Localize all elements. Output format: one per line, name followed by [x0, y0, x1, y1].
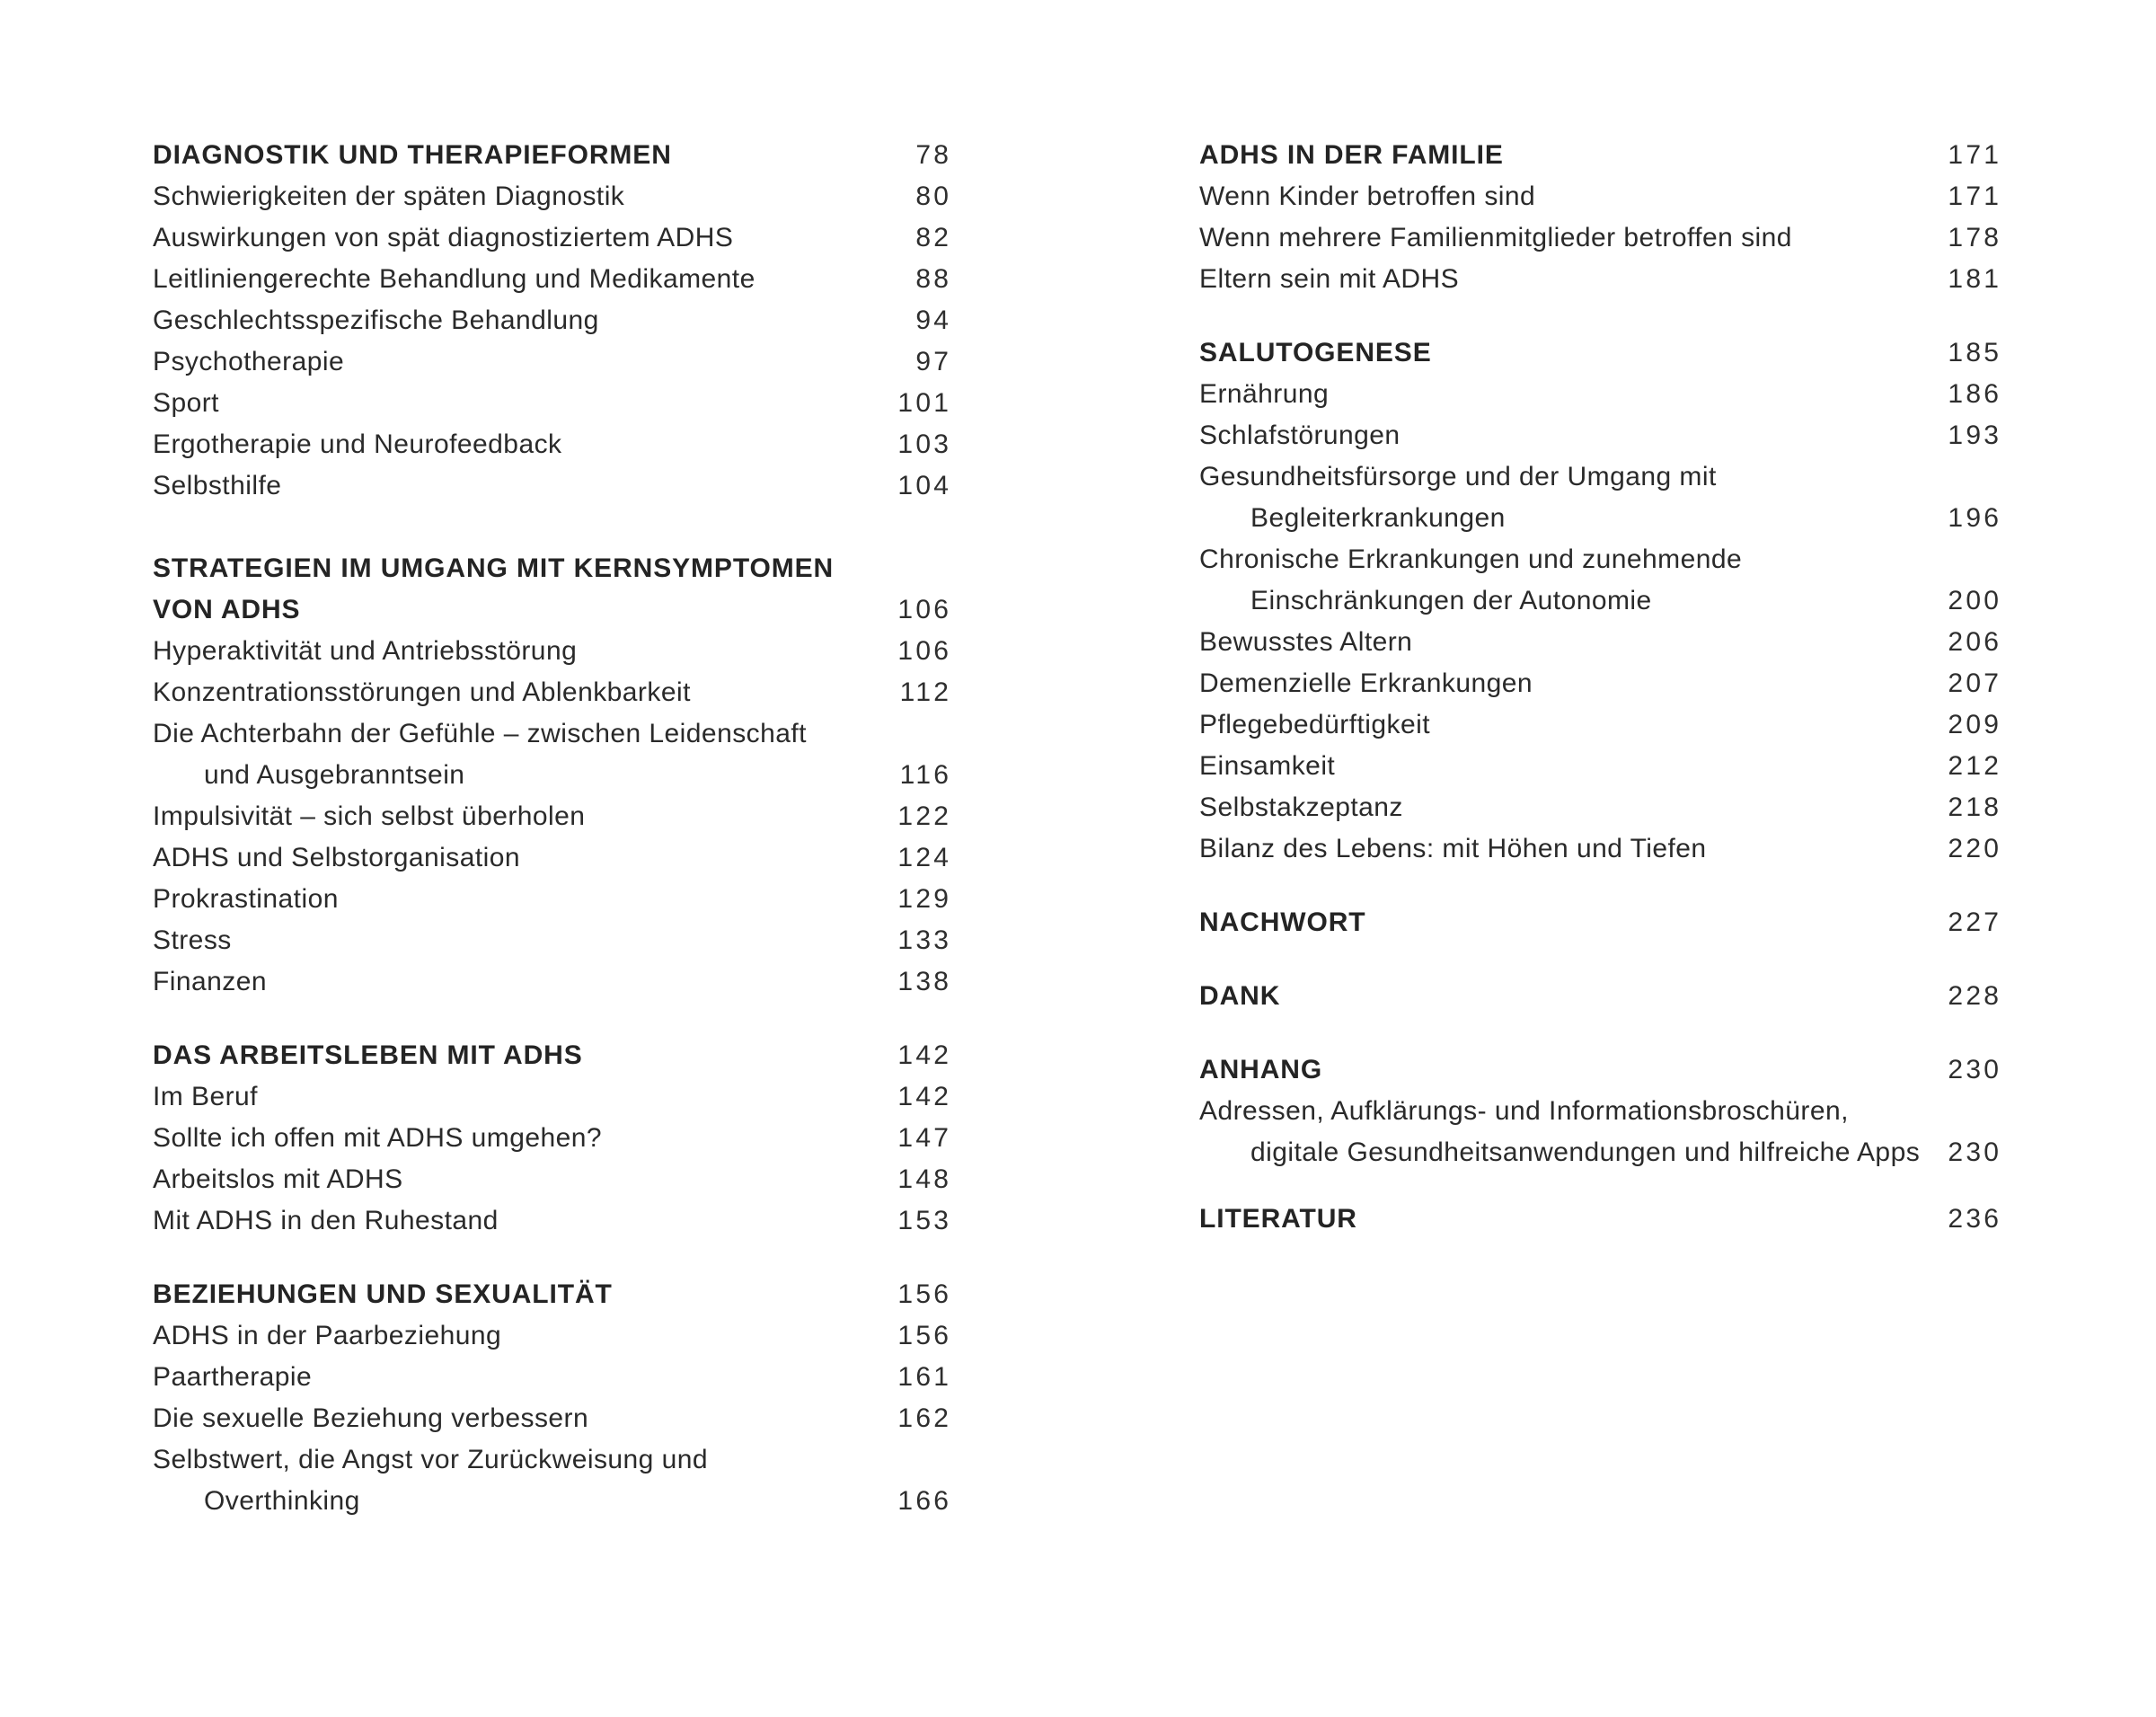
toc-page-number: 101: [897, 388, 952, 418]
toc-heading-title: ADHS IN DER FAMILIE: [1199, 140, 1504, 170]
toc-page-number: 193: [1948, 420, 2002, 450]
toc-entry-row: [153, 176, 952, 217]
toc-entry-row: [1199, 539, 1999, 580]
toc-page-number: 181: [1948, 264, 2002, 294]
toc-page-number: 138: [897, 967, 952, 996]
toc-heading-title: NACHWORT: [1199, 907, 1366, 937]
toc-page-number: 161: [897, 1362, 952, 1392]
toc-heading-row: [1199, 902, 2002, 943]
toc-page-number: 142: [897, 1040, 952, 1070]
toc-entry-title: Mit ADHS in den Ruhestand: [153, 1206, 499, 1235]
toc-page-number: 227: [1948, 907, 2002, 937]
toc-heading-row: [1199, 1049, 2002, 1091]
toc-entry-title: Pflegebedürftigkeit: [1199, 710, 1431, 739]
toc-page-number: 94: [915, 305, 952, 335]
toc-entry-title: Schlafstörungen: [1199, 420, 1401, 450]
toc-heading-row: [1199, 135, 2002, 176]
toc-entry-title: Arbeitslos mit ADHS: [153, 1164, 403, 1194]
toc-page-number: 97: [915, 347, 952, 376]
toc-entry-title: Ergotherapie und Neurofeedback: [153, 429, 562, 459]
toc-entry-title: Konzentrationsstörungen und Ablenkbarkeit: [153, 677, 691, 707]
toc-page-number: 218: [1948, 792, 2002, 822]
toc-column-right: [1199, 135, 2002, 1240]
toc-section: [1199, 902, 2002, 943]
toc-page-number: 88: [915, 264, 952, 294]
toc-page-number: 230: [1948, 1055, 2002, 1084]
toc-entry-title: Paartherapie: [153, 1362, 313, 1392]
toc-page-number: 122: [897, 801, 952, 831]
toc-page-number: 82: [915, 223, 952, 252]
toc-entry-row: [153, 755, 952, 796]
toc-heading-title: ANHANG: [1199, 1055, 1323, 1084]
toc-entry-row: [153, 1118, 952, 1159]
toc-entry-row: [153, 1439, 949, 1481]
toc-entry-row: [153, 341, 952, 383]
toc-entry-row: [1199, 663, 2002, 704]
toc-section: [1199, 1049, 2002, 1173]
toc-entry-row: [153, 879, 952, 920]
toc-entry-title: Bewusstes Altern: [1199, 627, 1413, 657]
toc-entry-title: Stress: [153, 925, 232, 955]
toc-page-number: 230: [1948, 1137, 2002, 1167]
toc-entry-title: Sollte ich offen mit ADHS umgehen?: [153, 1123, 603, 1153]
toc-page-number: 147: [897, 1123, 952, 1153]
toc-page-number: 106: [897, 636, 952, 666]
toc-entry-row: [153, 796, 952, 837]
toc-heading-title: BEZIEHUNGEN UND SEXUALITÄT: [153, 1279, 613, 1309]
toc-page-number: 156: [897, 1321, 952, 1350]
toc-entry-title: Eltern sein mit ADHS: [1199, 264, 1460, 294]
toc-entry-title: Selbsthilfe: [153, 471, 282, 500]
toc-page-number: 178: [1948, 223, 2002, 252]
toc-section: [1199, 135, 2002, 300]
toc-entry-row: [1199, 176, 2002, 217]
toc-entry-row: [1199, 704, 2002, 746]
toc-page-number: 124: [897, 843, 952, 872]
toc-page-number: 80: [915, 181, 952, 211]
toc-entry-row: [1199, 828, 2002, 870]
toc-entry-title: Sport: [153, 388, 219, 418]
toc-heading-row: [153, 1035, 952, 1076]
toc-entry-title: Wenn mehrere Familienmitglieder betroffen sind: [1199, 223, 1792, 252]
toc-heading-title: DIAGNOSTIK UND THERAPIEFORMEN: [153, 140, 672, 170]
toc-entry-title: Begleiterkrankungen: [1250, 503, 1506, 533]
toc-heading-title: SALUTOGENESE: [1199, 338, 1432, 367]
toc-entry-row: [153, 383, 952, 424]
toc-entry-title: Geschlechtsspezifische Behandlung: [153, 305, 599, 335]
toc-page-number: 116: [899, 760, 952, 790]
toc-entry-row: [153, 1076, 952, 1118]
toc-entry-row: [153, 300, 952, 341]
toc-entry-row: [1199, 1091, 1999, 1132]
toc-entry-row: [153, 465, 952, 507]
toc-heading-row: [1199, 976, 2002, 1017]
toc-page-number: 171: [1948, 140, 2002, 170]
toc-section: [153, 1274, 952, 1522]
toc-entry-title: Hyperaktivität und Antriebsstörung: [153, 636, 578, 666]
toc-entry-row: [153, 1159, 952, 1200]
toc-entry-title: Schwierigkeiten der späten Diagnostik: [153, 181, 625, 211]
toc-entry-row: [1199, 580, 2002, 622]
toc-page-number: 206: [1948, 627, 2002, 657]
toc-page-number: 200: [1948, 586, 2002, 615]
toc-page-number: 142: [897, 1082, 952, 1111]
toc-page-number: 106: [897, 595, 952, 624]
toc-entry-title: Bilanz des Lebens: mit Höhen und Tiefen: [1199, 834, 1707, 863]
toc-entry-title: Selbstakzeptanz: [1199, 792, 1403, 822]
toc-entry-row: [153, 631, 952, 672]
toc-page-number: 103: [897, 429, 952, 459]
toc-entry-row: [153, 1398, 952, 1439]
toc-entry-row: [153, 837, 952, 879]
toc-entry-title: Einsamkeit: [1199, 751, 1336, 781]
toc-entry-row: [153, 1357, 952, 1398]
toc-entry-title: ADHS in der Paarbeziehung: [153, 1321, 502, 1350]
toc-entry-row: [1199, 498, 2002, 539]
toc-section: [153, 548, 952, 1003]
toc-entry-row: [1199, 415, 2002, 456]
toc-page-number: 207: [1948, 668, 2002, 698]
toc-entry-row: [153, 259, 952, 300]
toc-page-number: 209: [1948, 710, 2002, 739]
toc-entry-row: [153, 424, 952, 465]
toc-entry-title: Finanzen: [153, 967, 268, 996]
toc-entry-title: Overthinking: [204, 1486, 360, 1516]
toc-entry-row: [1199, 1132, 2002, 1173]
toc-entry-row: [153, 920, 952, 961]
toc-entry-row: [1199, 259, 2002, 300]
toc-page-number: 153: [897, 1206, 952, 1235]
toc-entry-title: Ernährung: [1199, 379, 1330, 409]
toc-entry-row: [1199, 622, 2002, 663]
toc-column-left: [153, 135, 952, 1522]
toc-entry-title: Wenn Kinder betroffen sind: [1199, 181, 1536, 211]
toc-entry-row: [1199, 374, 2002, 415]
toc-heading-title: LITERATUR: [1199, 1204, 1357, 1234]
toc-entry-title: Prokrastination: [153, 884, 339, 914]
toc-heading-row: [153, 135, 952, 176]
toc-heading-title: DANK: [1199, 981, 1281, 1011]
toc-page-number: 162: [897, 1403, 952, 1433]
toc-section: [1199, 1199, 2002, 1240]
toc-entry-row: [1199, 787, 2002, 828]
toc-page-number: 212: [1948, 751, 2002, 781]
toc-entry-row: [153, 1481, 952, 1522]
toc-page-number: 228: [1948, 981, 2002, 1011]
toc-page-number: 78: [915, 140, 952, 170]
toc-entry-row: [1199, 746, 2002, 787]
toc-section: [153, 1035, 952, 1242]
toc-heading-row: [1199, 1199, 2002, 1240]
toc-entry-title: Demenzielle Erkrankungen: [1199, 668, 1533, 698]
toc-entry-row: [153, 217, 952, 259]
toc-page-number: 148: [897, 1164, 952, 1194]
toc-entry-title: Selbstwert, die Angst vor Zurückweisung und: [153, 1445, 708, 1474]
toc-page-number: 156: [897, 1279, 952, 1309]
toc-entry-title: Die Achterbahn der Gefühle – zwischen Leidenschaft: [153, 719, 807, 748]
toc-heading-row: [153, 548, 949, 589]
toc-entry-title: Im Beruf: [153, 1082, 258, 1111]
toc-entry-row: [153, 672, 952, 713]
toc-section: [1199, 332, 2002, 870]
toc-section: [1199, 976, 2002, 1017]
toc-heading-title: DAS ARBEITSLEBEN MIT ADHS: [153, 1040, 583, 1070]
toc-heading-row: [153, 589, 952, 631]
toc-page-number: 129: [897, 884, 952, 914]
toc-entry-row: [153, 713, 949, 755]
toc-entry-title: digitale Gesundheitsanwendungen und hilfreiche Apps: [1250, 1137, 1921, 1167]
toc-entry-title: Leitliniengerechte Behandlung und Medikamente: [153, 264, 755, 294]
toc-entry-title: Impulsivität – sich selbst überholen: [153, 801, 586, 831]
toc-heading-row: [1199, 332, 2002, 374]
toc-entry-row: [153, 1200, 952, 1242]
toc-entry-row: [153, 1315, 952, 1357]
toc-section: [153, 135, 952, 507]
toc-entry-title: Chronische Erkrankungen und zunehmende: [1199, 544, 1743, 574]
toc-entry-title: Psychotherapie: [153, 347, 345, 376]
toc-page-number: 104: [897, 471, 952, 500]
toc-page-number: 236: [1948, 1204, 2002, 1234]
toc-entry-title: Auswirkungen von spät diagnostiziertem ADHS: [153, 223, 734, 252]
toc-entry-title: Die sexuelle Beziehung verbessern: [153, 1403, 589, 1433]
toc-entry-title: Adressen, Aufklärungs- und Informationsbroschüren,: [1199, 1096, 1849, 1126]
toc-page-number: 186: [1948, 379, 2002, 409]
toc-heading-title: STRATEGIEN IM UMGANG MIT KERNSYMPTOMEN: [153, 553, 835, 583]
toc-entry-row: [153, 961, 952, 1003]
toc-entry-title: Einschränkungen der Autonomie: [1250, 586, 1652, 615]
toc-entry-title: ADHS und Selbstorganisation: [153, 843, 521, 872]
toc-page-number: 220: [1948, 834, 2002, 863]
toc-page-number: 196: [1948, 503, 2002, 533]
toc-page-number: 112: [899, 677, 952, 707]
toc-page-number: 171: [1948, 181, 2002, 211]
toc-entry-row: [1199, 217, 2002, 259]
toc-heading-title: VON ADHS: [153, 595, 301, 624]
toc-page-number: 133: [897, 925, 952, 955]
toc-entry-title: und Ausgebranntsein: [204, 760, 465, 790]
toc-page-number: 185: [1948, 338, 2002, 367]
toc-entry-title: Gesundheitsfürsorge und der Umgang mit: [1199, 462, 1717, 491]
toc-entry-row: [1199, 456, 1999, 498]
toc-heading-row: [153, 1274, 952, 1315]
toc-page-number: 166: [897, 1486, 952, 1516]
